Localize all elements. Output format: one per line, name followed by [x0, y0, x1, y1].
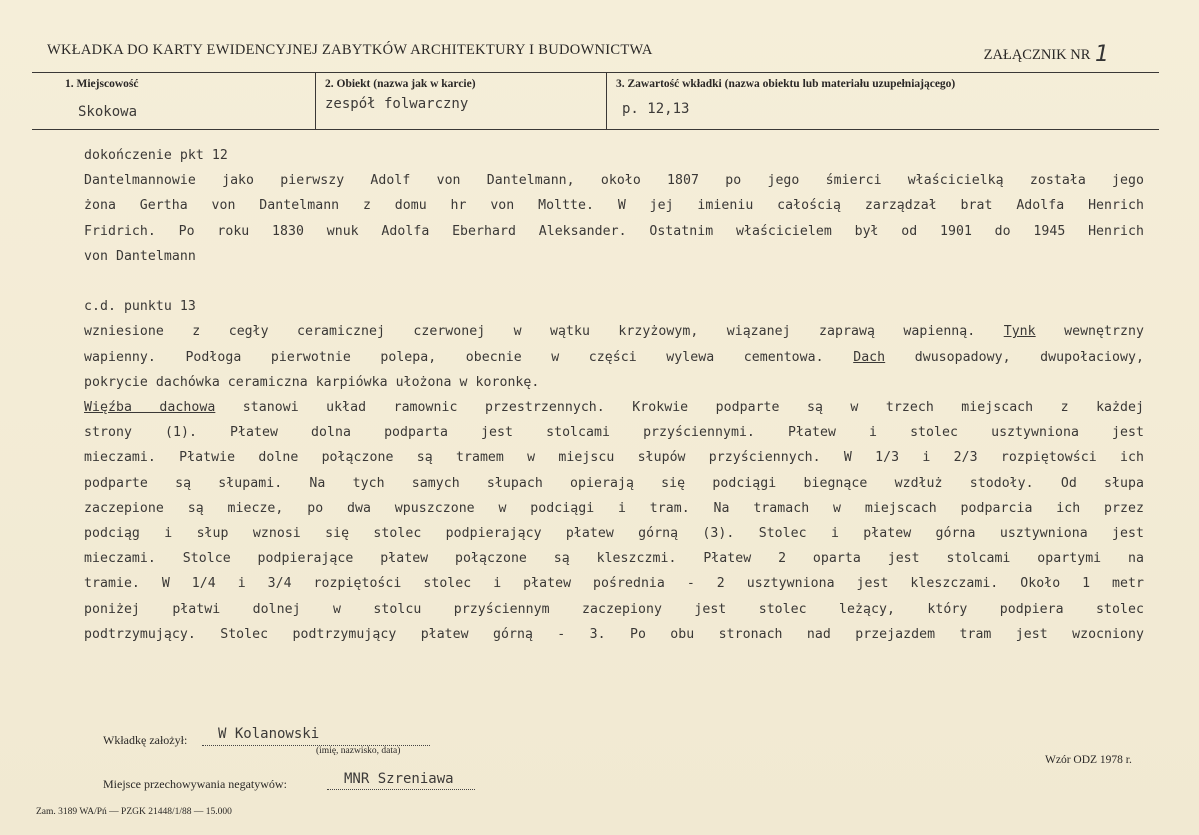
annex-label-text: ZAŁĄCZNIK NR	[983, 47, 1091, 63]
body-text	[84, 143, 1144, 647]
p13-line-10: mieczami. Stolce podpierające płatew połączone są kleszczmi. Płatew 2 oparta jest stolcami opartymi na	[84, 551, 1144, 567]
storage-label: Miejsce przechowywania negatywów:	[103, 777, 287, 791]
column-divider-2	[606, 73, 607, 129]
p13-line-1: wzniesione z cegły ceramicznej czerwonej w wątku krzyżowym, wiązanej zaprawą wapienną. Tynk wewnętrzny	[84, 324, 1144, 340]
annex-label	[984, 40, 1109, 65]
p13-line-6: mieczami. Płatwie dolne połączone są tramem w miejscu słupów przyściennych. W 1/3 i 2/3 rozpiętowści ich	[84, 450, 1144, 466]
p13-line-9: podciąg i słup wznosi się stolec podpierający płatew górną (3). Stolec i płatew górna usztywniona jest	[84, 526, 1144, 542]
p13-heading: c.d. punktu 13	[84, 299, 196, 315]
locality-label: 1. Miejscowość	[65, 78, 139, 90]
p13-line-12: poniżej płatwi dolnej w stolcu przyściennym zaczepiony jest stolec leżący, który podpiera stolec	[84, 601, 1144, 617]
p13-line-4: Więźba dachowa stanowi układ ramownic przestrzennych. Krokwie podparte są w trzech miejscach z każdej	[84, 400, 1145, 416]
p13-line-8: zaczepione są miecze, po dwa wpuszczone w podciągi i tram. Na tramach w miejscach podparcia ich przez	[84, 500, 1144, 516]
p13-line-13: podtrzymujący. Stolec podtrzymujący płatew górną - 3. Po obu stronach nad przejazdem tram jest wzocniony	[84, 626, 1144, 642]
form-model: Wzór ODZ 1978 r.	[1045, 754, 1132, 766]
p12-line-3: Fridrich. Po roku 1830 wnuk Adolfa Eberhard Aleksander. Ostatnim właścicielem był od 1901 do 1945 Henrich	[84, 223, 1144, 239]
annex-number: 1	[1095, 42, 1109, 67]
object-label: 2. Obiekt (nazwa jak w karcie)	[325, 78, 476, 90]
p12-heading: dokończenie pkt 12	[84, 148, 228, 163]
p13-line-3: pokrycie dachówka ceramiczna karpiówka ułożona w koronkę.	[84, 374, 540, 390]
column-divider-1	[315, 73, 316, 129]
print-code: Zam. 3189 WA/Pń — PZGK 21448/1/88 — 15.000	[36, 807, 232, 817]
p13-line-7: podparte są słupami. Na tych samych słupach opierają się podciągi biegnące wzdłuż stodoły. Od słupa	[84, 475, 1144, 491]
underlined-dach: Dach	[853, 349, 886, 365]
storage-value: MNR Szreniawa	[344, 771, 454, 787]
locality-value: Skokowa	[78, 104, 138, 120]
header-top-rule	[32, 72, 1159, 73]
p13-line-5: strony (1). Płatew dolna podparta jest stolcami przyściennymi. Płatew i stolec usztywniona jest	[84, 425, 1144, 441]
p13-line-2: wapienny. Podłoga pierwotnie polepa, obecnie w części wylewa cementowa. Dach dwusopadowy, dwupołaciowy,	[84, 349, 1144, 365]
founder-label: Wkładkę założył:	[103, 733, 188, 747]
p12-line-4: von Dantelmann	[84, 248, 196, 264]
content-label: 3. Zawartość wkładki (nazwa obiektu lub materiału uzupełniającego)	[616, 78, 956, 90]
header-bottom-rule	[32, 129, 1159, 130]
founder-value: W Kolanowski	[218, 726, 320, 742]
underlined-wiezba: Więźba dachowa	[84, 400, 216, 416]
form-title: WKŁADKA DO KARTY EWIDENCYJNEJ ZABYTKÓW ARCHITEKTURY I BUDOWNICTWA	[47, 42, 653, 58]
storage-dotted-line	[327, 789, 475, 790]
object-value: zespół folwarczny	[325, 96, 469, 112]
founder-note: (imię, nazwisko, data)	[316, 746, 401, 756]
p13-line-11: tramie. W 1/4 i 3/4 rozpiętości stolec i płatew pośrednia - 2 usztywniona jest kleszczami. Około 1 metr	[84, 576, 1144, 592]
underlined-tynk: Tynk	[1003, 324, 1036, 340]
p12-line-2: żona Gertha von Dantelmann z domu hr von Moltte. W jej imieniu całością zarządzał brat Adolfa Henrich	[84, 198, 1144, 214]
content-value: p. 12,13	[622, 101, 690, 117]
p12-line-1: Dantelmannowie jako pierwszy Adolf von Dantelmann, około 1807 po jego śmierci właścicielką została jego	[84, 173, 1144, 189]
